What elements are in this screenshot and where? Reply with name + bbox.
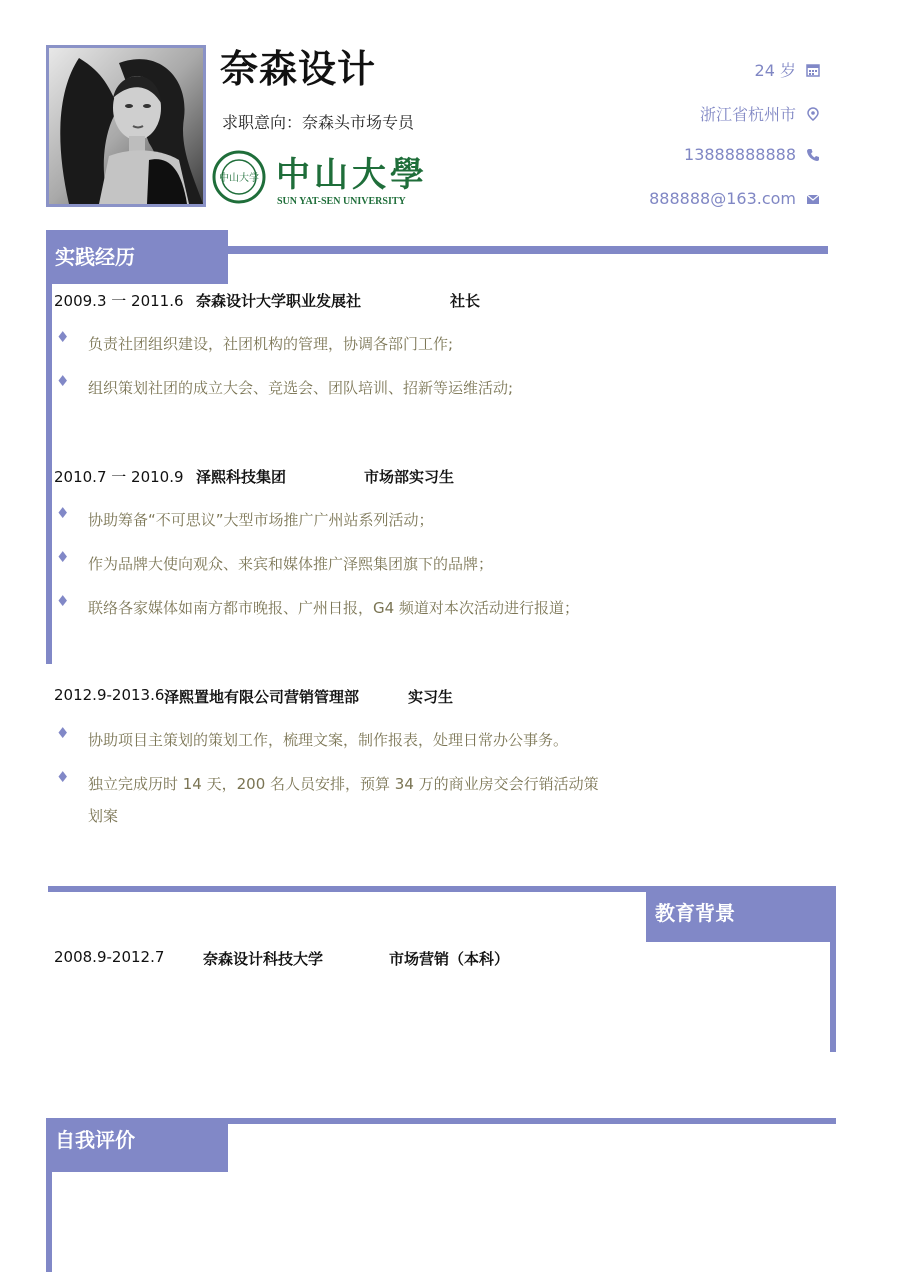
list-item: ♦ 独立完成历时 14 天，200 名人员安排，预算 34 万的商业房交会行销活动策划案 bbox=[56, 768, 608, 832]
education-header-rule bbox=[48, 886, 648, 892]
experience-entry-1-org: 奈森设计大学职业发展社 bbox=[196, 292, 362, 310]
diamond-bullet-icon: ♦ bbox=[56, 724, 70, 742]
calendar-icon bbox=[806, 63, 820, 77]
job-intent-label: 求职意向： bbox=[222, 113, 303, 132]
practice-header-rule bbox=[228, 246, 828, 254]
profile-photo bbox=[46, 45, 206, 207]
list-item: ♦ 联络各家媒体如南方都市晚报、广州日报，G4 频道对本次活动进行报道； bbox=[56, 592, 608, 624]
university-logo bbox=[212, 150, 432, 208]
self-eval-left-rule bbox=[46, 1172, 52, 1272]
mail-icon bbox=[806, 192, 820, 206]
experience-entry-3-role: 实习生 bbox=[408, 688, 454, 706]
diamond-bullet-icon: ♦ bbox=[56, 592, 70, 610]
education-date: 2008.9-2012.7 bbox=[54, 948, 165, 966]
phone-text: 13888888888 bbox=[684, 145, 796, 164]
list-item: ♦ 协助筹备“不可思议”大型市场推广广州站系列活动； bbox=[56, 504, 608, 536]
education-major: 市场营销（本科） bbox=[389, 950, 510, 968]
list-item: ♦ 协助项目主策划的策划工作，梳理文案，制作报表，处理日常办公事务。 bbox=[56, 724, 608, 756]
experience-entry-2-org: 泽熙科技集团 bbox=[196, 468, 287, 486]
experience-entry-1-role: 社长 bbox=[450, 292, 481, 310]
diamond-bullet-icon: ♦ bbox=[56, 768, 70, 786]
practice-section-header bbox=[46, 230, 228, 284]
university-name-en: SUN YAT-SEN UNIVERSITY bbox=[277, 196, 406, 207]
diamond-bullet-icon: ♦ bbox=[56, 548, 70, 566]
age-info bbox=[755, 58, 820, 81]
experience-entry-3-date: 2012.9-2013.6 bbox=[54, 686, 165, 704]
university-name-cn: 中山大學 bbox=[276, 155, 428, 195]
location-pin-icon bbox=[806, 107, 820, 121]
practice-left-rule bbox=[46, 284, 52, 664]
diamond-bullet-icon: ♦ bbox=[56, 504, 70, 522]
experience-entry-3-org: 泽熙置地有限公司营销管理部 bbox=[164, 688, 360, 706]
phone-icon bbox=[806, 148, 820, 162]
education-section-title: 教育背景 bbox=[655, 901, 735, 925]
practice-section-title: 实践经历 bbox=[55, 245, 135, 269]
experience-entry-2-date: 2010.7 一 2010.9 bbox=[54, 468, 184, 486]
self-eval-section-title: 自我评价 bbox=[55, 1128, 135, 1152]
education-right-rule bbox=[830, 942, 836, 1052]
job-intent-value: 奈森头市场专员 bbox=[302, 113, 415, 132]
portrait-image bbox=[49, 48, 203, 204]
experience-entry-1-date: 2009.3 一 2011.6 bbox=[54, 292, 184, 310]
list-item: ♦ 组织策划社团的成立大会、竞选会、团队培训、招新等运维活动; bbox=[56, 372, 608, 404]
list-item: ♦ 作为品牌大使向观众、来宾和媒体推广泽熙集团旗下的品牌； bbox=[56, 548, 608, 580]
phone-info bbox=[684, 145, 820, 164]
education-section-header bbox=[646, 886, 836, 942]
job-intent bbox=[222, 110, 414, 133]
location-text: 浙江省杭州市 bbox=[699, 105, 796, 124]
diamond-bullet-icon: ♦ bbox=[56, 328, 70, 346]
email-text: 888888@163.com bbox=[649, 189, 796, 208]
list-item: ♦ 负责社团组织建设，社团机构的管理，协调各部门工作; bbox=[56, 328, 608, 360]
diamond-bullet-icon: ♦ bbox=[56, 372, 70, 390]
email-info bbox=[649, 189, 820, 208]
candidate-name: 奈森设计 bbox=[220, 47, 377, 91]
location-info bbox=[700, 102, 820, 125]
experience-entry-2-role: 市场部实习生 bbox=[364, 468, 455, 486]
age-text: 24 岁 bbox=[754, 61, 796, 80]
education-school: 奈森设计科技大学 bbox=[203, 950, 324, 968]
seal-text: 中山大学 bbox=[219, 173, 259, 184]
self-eval-section-header bbox=[46, 1118, 228, 1172]
